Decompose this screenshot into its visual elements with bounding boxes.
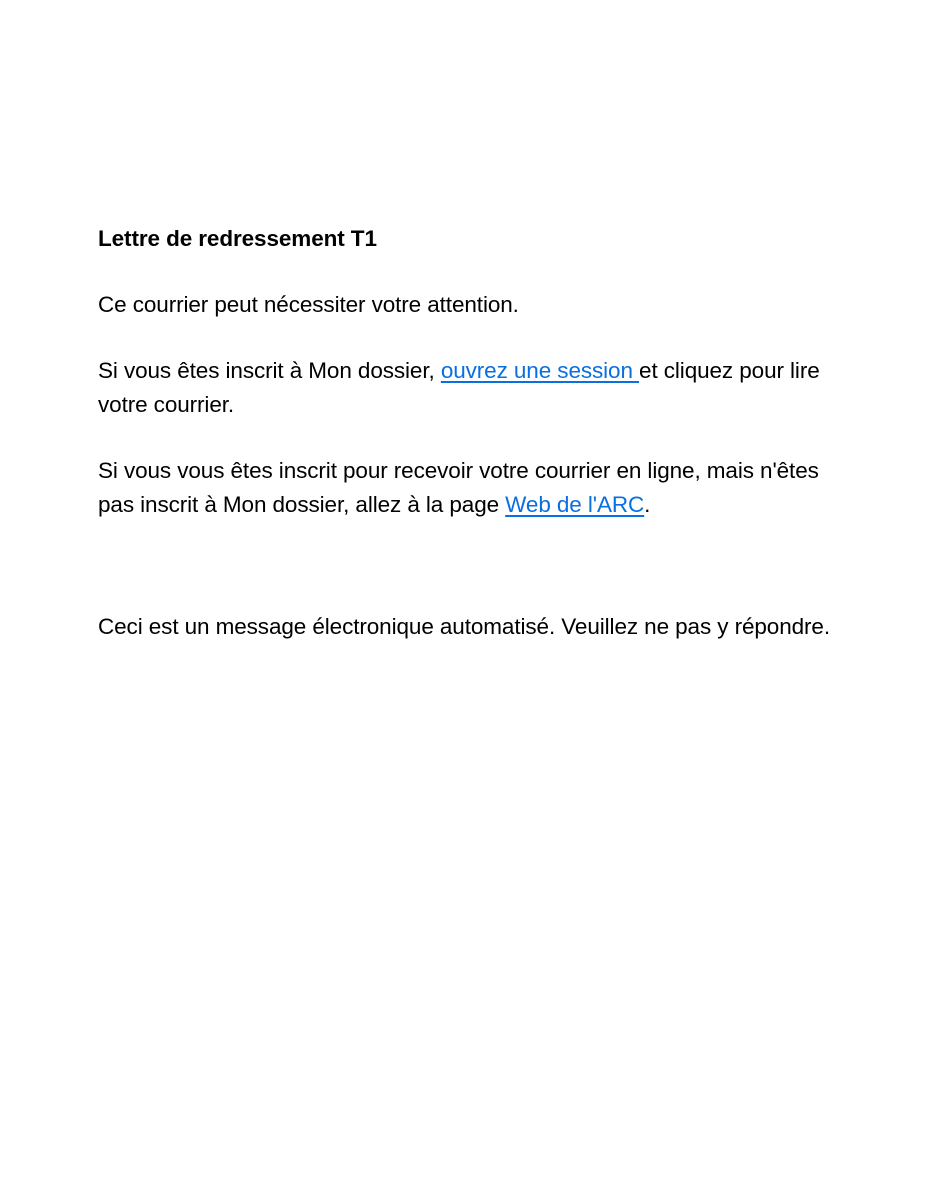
email-title: Lettre de redressement T1	[98, 226, 377, 251]
online-mail-paragraph	[98, 454, 838, 522]
automated-message-notice: Ceci est un message électronique automatisé. Veuillez ne pas y répondre.	[98, 614, 830, 639]
signin-paragraph	[98, 354, 838, 422]
attention-notice: Ce courrier peut nécessiter votre attention.	[98, 292, 519, 317]
signin-text-before: Si vous êtes inscrit à Mon dossier,	[98, 358, 441, 383]
signin-text-after: et cliquez pour lire votre courrier.	[98, 358, 820, 417]
email-body	[98, 222, 838, 644]
online-text-before: Si vous vous êtes inscrit pour recevoir votre courrier en ligne, mais n'êtes pas inscrit à Mon dossier, allez à la page	[98, 458, 819, 517]
cra-web-link[interactable]: Web de l'ARC	[505, 492, 645, 517]
online-text-after: .	[644, 492, 651, 517]
sign-in-link[interactable]: ouvrez une session	[440, 358, 640, 383]
